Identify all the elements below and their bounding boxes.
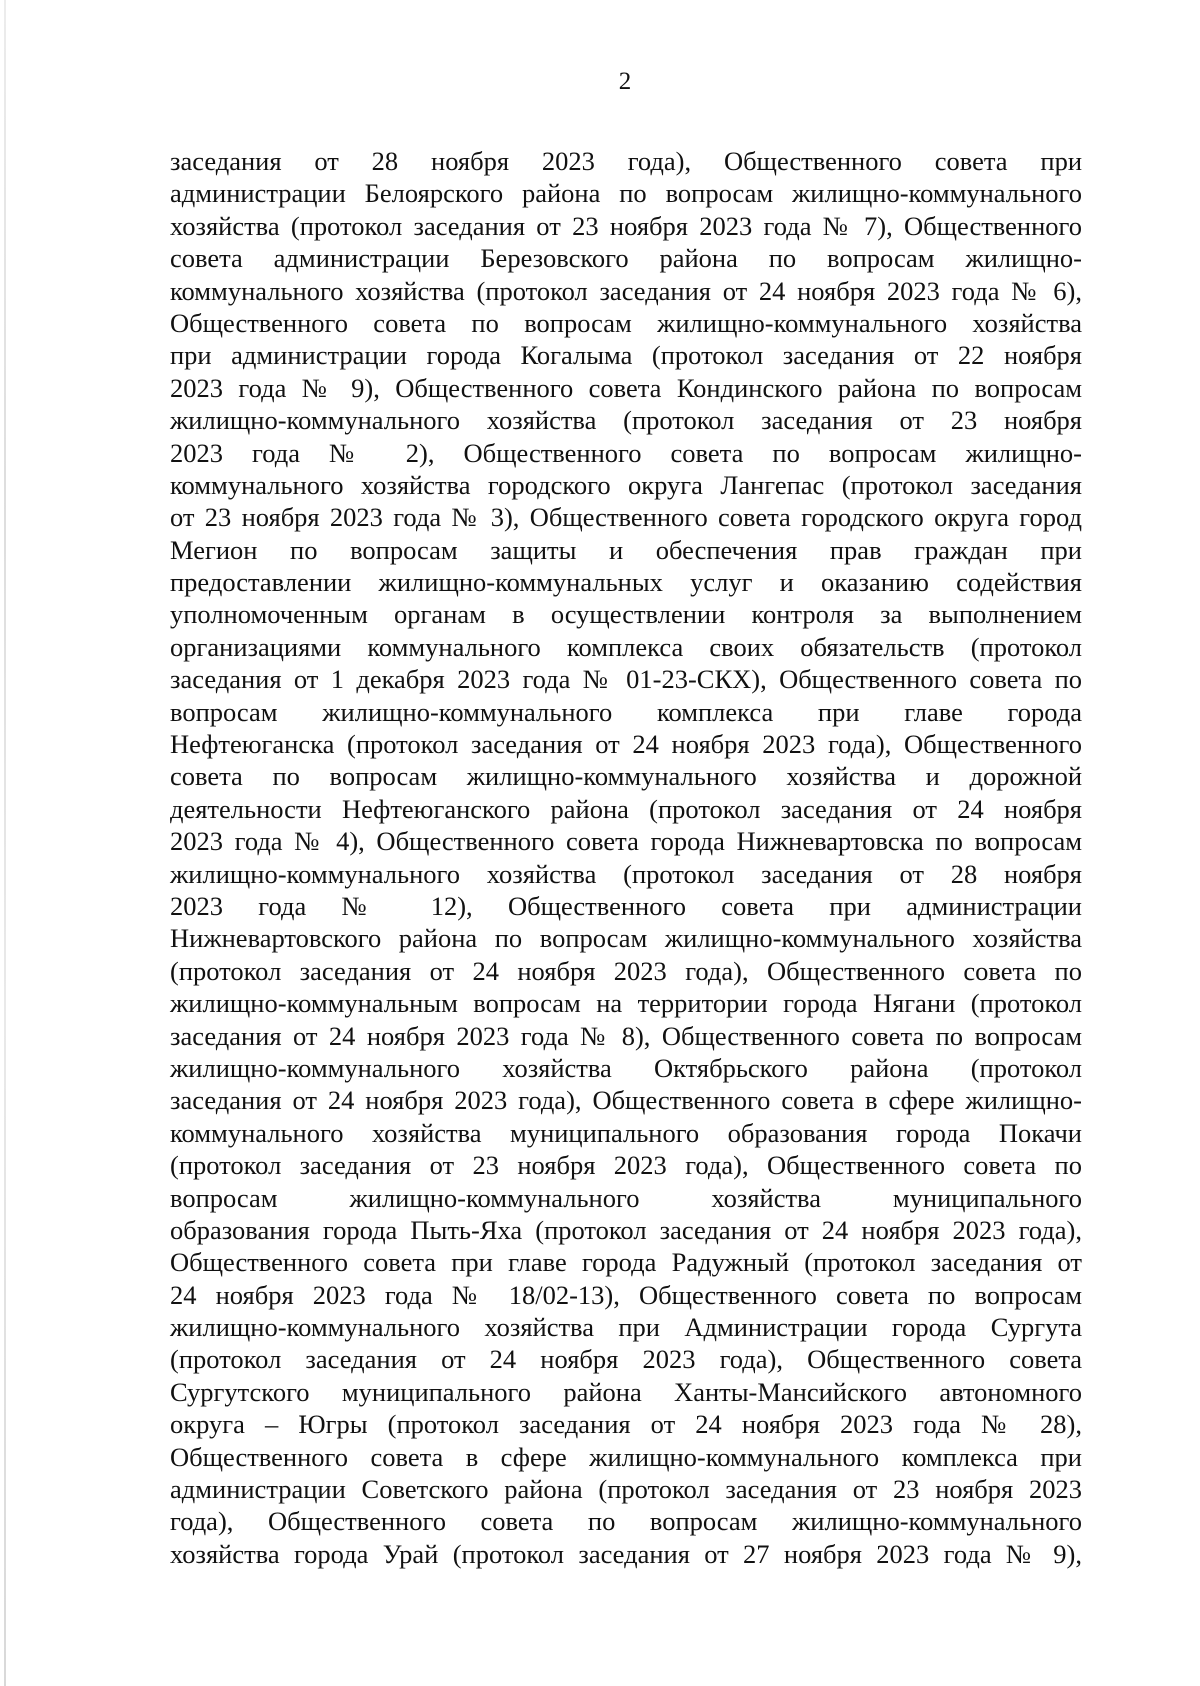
text-line: коммунального хозяйства городского округа Лангепас (протокол заседания	[170, 469, 1082, 500]
text-line: (протокол заседания от 24 ноября 2023 года), Общественного совета	[170, 1344, 1082, 1375]
page-number: 2	[618, 68, 632, 95]
text-line: Нефтеюганска (протокол заседания от 24 ноября 2023 года), Общественного	[170, 729, 1082, 760]
text-line: Общественного совета по вопросам жилищно-коммунального хозяйства	[170, 307, 1082, 338]
text-line: совета администрации Березовского района по вопросам жилищно-	[170, 243, 1082, 274]
text-line: заседания от 24 ноября 2023 года № 8), Общественного совета по вопросам	[170, 1020, 1082, 1051]
text-line: коммунального хозяйства муниципального образования города Покачи	[170, 1117, 1082, 1148]
text-line: администрации Советского района (протокол заседания от 23 ноября 2023	[170, 1474, 1082, 1505]
text-line: жилищно-коммунального хозяйства Октябрьского района (протокол	[170, 1052, 1082, 1083]
text-line: Нижневартовского района по вопросам жилищно-коммунального хозяйства	[170, 923, 1082, 954]
text-line: деятельности Нефтеюганского района (протокол заседания от 24 ноября	[170, 793, 1082, 824]
text-line: Общественного совета при главе города Радужный (протокол заседания от	[170, 1247, 1082, 1278]
scan-edge-shadow	[4, 0, 6, 1686]
text-line: коммунального хозяйства (протокол заседания от 24 ноября 2023 года № 6),	[170, 275, 1082, 306]
text-line: хозяйства (протокол заседания от 23 ноября 2023 года № 7), Общественного	[170, 210, 1082, 241]
text-line: Общественного совета в сфере жилищно-коммунального комплекса при	[170, 1441, 1082, 1472]
body-text	[170, 145, 1082, 1570]
text-line: от 23 ноября 2023 года № 3), Общественного совета городского округа город	[170, 502, 1082, 533]
text-line: вопросам жилищно-коммунального хозяйства муниципального	[170, 1182, 1082, 1213]
text-line: (протокол заседания от 23 ноября 2023 года), Общественного совета по	[170, 1150, 1082, 1181]
text-line: заседания от 1 декабря 2023 года № 01-23-СКХ), Общественного совета по	[170, 664, 1082, 695]
text-line: хозяйства города Урай (протокол заседания от 27 ноября 2023 года № 9),	[170, 1538, 1082, 1569]
text-line: предоставлении жилищно-коммунальных услуг и оказанию содействия	[170, 567, 1082, 598]
text-line: совета по вопросам жилищно-коммунального хозяйства и дорожной	[170, 761, 1082, 792]
text-line: (протокол заседания от 24 ноября 2023 года), Общественного совета по	[170, 955, 1082, 986]
text-line: вопросам жилищно-коммунального комплекса при главе города	[170, 696, 1082, 727]
text-line: Мегион по вопросам защиты и обеспечения прав граждан при	[170, 534, 1082, 565]
text-line: организациями коммунального комплекса своих обязательств (протокол	[170, 631, 1082, 662]
text-line: заседания от 24 ноября 2023 года), Общественного совета в сфере жилищно-	[170, 1085, 1082, 1116]
text-line: Сургутского муниципального района Ханты-Мансийского автономного	[170, 1376, 1082, 1407]
text-line: 2023 года № 9), Общественного совета Кондинского района по вопросам	[170, 372, 1082, 403]
text-line: года), Общественного совета по вопросам жилищно-коммунального	[170, 1506, 1082, 1537]
text-line: уполномоченным органам в осуществлении контроля за выполнением	[170, 599, 1082, 630]
text-line: при администрации города Когалыма (протокол заседания от 22 ноября	[170, 340, 1082, 371]
text-line: жилищно-коммунального хозяйства (протокол заседания от 28 ноября	[170, 858, 1082, 889]
text-line: округа – Югры (протокол заседания от 24 ноября 2023 года № 28),	[170, 1409, 1082, 1440]
text-line: 2023 года № 12), Общественного совета при администрации	[170, 890, 1082, 921]
text-line: 2023 года № 2), Общественного совета по вопросам жилищно-	[170, 437, 1082, 468]
text-line: заседания от 28 ноября 2023 года), Общественного совета при	[170, 146, 1082, 176]
text-line: жилищно-коммунального хозяйства при Администрации города Сургута	[170, 1312, 1082, 1343]
text-line: жилищно-коммунальным вопросам на территории города Нягани (протокол	[170, 988, 1082, 1019]
text-line: 24 ноября 2023 года № 18/02-13), Общественного совета по вопросам	[170, 1279, 1082, 1310]
text-line: 2023 года № 4), Общественного совета города Нижневартовска по вопросам	[170, 826, 1082, 857]
text-line: жилищно-коммунального хозяйства (протокол заседания от 23 ноября	[170, 405, 1082, 436]
text-line: образования города Пыть-Яха (протокол заседания от 24 ноября 2023 года),	[170, 1214, 1082, 1245]
text-line: администрации Белоярского района по вопросам жилищно-коммунального	[170, 178, 1082, 209]
